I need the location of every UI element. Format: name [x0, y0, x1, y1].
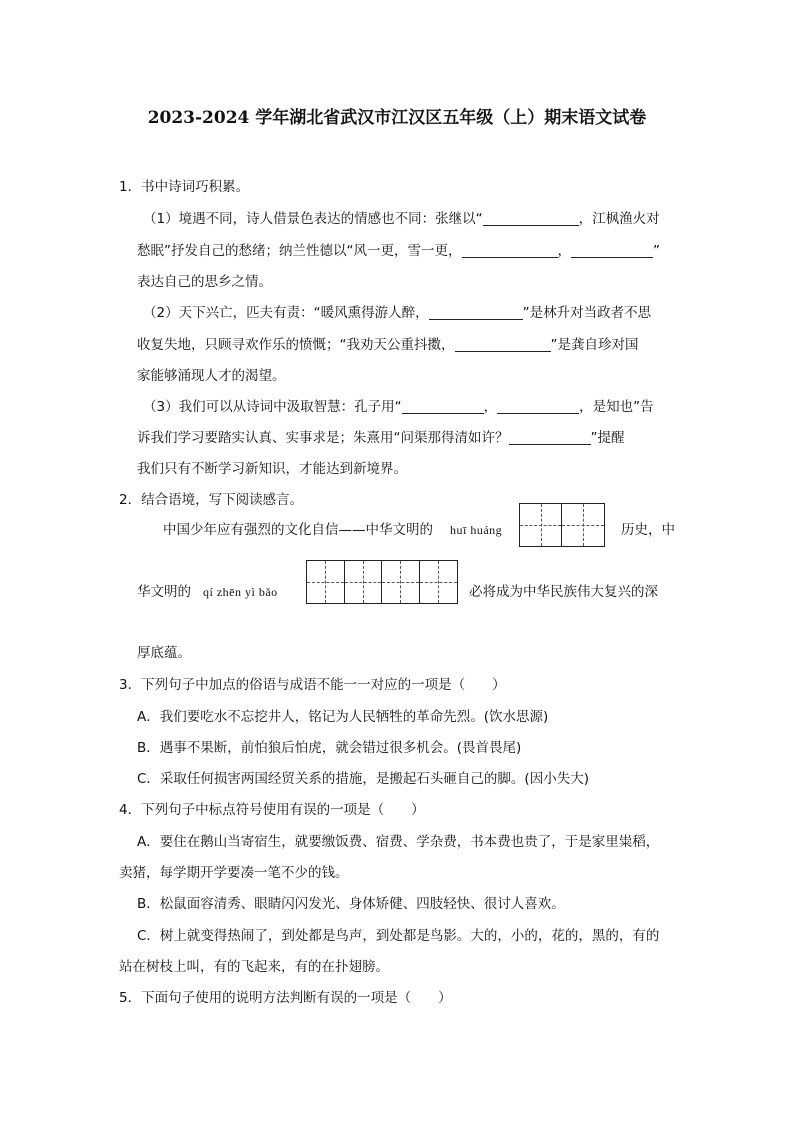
q4-option-b[interactable]: B．松鼠面容清秀、眼睛闪闪发光、身体矫健、四肢轻快、很讨人喜欢。 [137, 896, 565, 912]
q1-p1-text-a: （1）境遇不同，诗人借景色表达的情感也不同：张继以“ [143, 211, 483, 227]
q2-line3: 厚底蕴。 [137, 645, 191, 661]
grid-cell[interactable] [382, 561, 420, 603]
q1-p2-text-c: 收复失地，只顾寻欢作乐的愤慨；“我劝天公重抖擞， [137, 337, 455, 353]
q2-pinyin-qizhenyibao: qí zhēn yì bǎo [203, 585, 278, 599]
q2-line1-text-b: 历史，中 [621, 522, 675, 538]
q1-part1-line1 [143, 209, 660, 229]
answer-blank[interactable] [429, 304, 523, 320]
pinyin-writing-grid-2[interactable] [519, 503, 605, 547]
q1-p3-text-d: 诉我们学习要踏实认真、实事求是；朱熹用“问渠那得清如许？ [137, 430, 509, 446]
q4-option-c[interactable]: C．树上就变得热闹了，到处都是鸟声，到处都是鸟影。大的，小的，花的，黑的，有的 [137, 928, 660, 944]
q4-stem: 4．下列句子中标点符号使用有误的一项是（ ） [119, 802, 425, 818]
q1-part3-line3: 我们只有不断学习新知识，才能达到新境界。 [137, 461, 407, 477]
q5-stem: 5．下面句子使用的说明方法判断有误的一项是（ ） [119, 990, 452, 1006]
q2-line2-text-b: 必将成为中华民族伟大复兴的深 [469, 584, 658, 600]
q1-part2-line1 [143, 303, 651, 323]
q1-part1-line2 [137, 241, 660, 261]
grid-cell[interactable] [420, 561, 457, 603]
q1-p2-text-a: （2）天下兴亡，匹夫有责：“暖风熏得游人醉， [143, 305, 429, 321]
q1-p3-text-b: ， [483, 399, 498, 415]
q1-part2-line2 [137, 335, 639, 355]
q2-stem: 2．结合语境，写下阅读感言。 [119, 492, 304, 508]
q1-p2-text-d: ”是龚自珍对国 [550, 337, 639, 353]
answer-blank[interactable] [455, 336, 551, 352]
q4-option-a[interactable]: A．要住在鹅山当寄宿生，就要缴饭费、宿费、学杂费，书本费也贵了，于是家里粜稻， [137, 834, 660, 850]
q1-part3-line1 [143, 397, 654, 417]
q3-option-a[interactable]: A．我们要吃水不忘挖井人，铭记为人民牺牲的革命先烈。(饮水思源) [137, 709, 549, 725]
answer-blank[interactable] [509, 429, 591, 445]
q3-option-b[interactable]: B．遇事不果断，前怕狼后怕虎，就会错过很多机会。(畏首畏尾) [137, 740, 522, 756]
q1-stem: 1．书中诗词巧积累。 [119, 179, 250, 195]
q4-option-c-cont: 站在树枝上叫，有的飞起来，有的在扑翅膀。 [119, 959, 389, 975]
q1-p1-text-d: ， [557, 243, 571, 259]
q1-p1-text-c: 愁眠”抒发自己的愁绪；纳兰性德以“风一更，雪一更， [137, 243, 462, 259]
grid-cell[interactable] [345, 561, 383, 603]
grid-cell[interactable] [307, 561, 345, 603]
grid-cell[interactable] [562, 504, 604, 546]
q1-part2-line3: 家能够涌现人才的渴望。 [137, 368, 286, 384]
answer-blank[interactable] [462, 242, 558, 258]
q2-line2-text-a: 华文明的 [137, 584, 191, 600]
q1-p3-text-c: ，是知也”告 [579, 399, 654, 415]
q2-line1-text-a: 中国少年应有强烈的文化自信——中华文明的 [163, 522, 433, 538]
answer-blank[interactable] [497, 398, 579, 414]
q4-option-a-cont: 卖猪，每学期开学要凑一笔不少的钱。 [119, 865, 349, 881]
answer-blank[interactable] [571, 242, 653, 258]
q1-p2-text-b: ”是林升对当政者不思 [522, 305, 652, 321]
q1-p1-text-b: ，江枫渔火对 [578, 211, 660, 227]
q1-part1-line3: 表达自己的思乡之情。 [137, 274, 272, 290]
q3-stem: 3．下列句子中加点的俗语与成语不能一一对应的一项是（ ） [119, 677, 506, 693]
q1-p1-text-e: ” [653, 243, 660, 259]
q1-p3-text-e: ”提醒 [590, 430, 625, 446]
q1-p3-text-a: （3）我们可以从诗词中汲取智慧：孔子用“ [143, 399, 402, 415]
grid-cell[interactable] [520, 504, 562, 546]
q1-part3-line2 [137, 428, 625, 448]
answer-blank[interactable] [483, 210, 579, 226]
q3-option-c[interactable]: C．采取任何损害两国经贸关系的措施，是搬起石头砸自己的脚。(因小失大) [137, 771, 589, 787]
q2-pinyin-huihuang: huī huáng [450, 523, 503, 537]
page-title: 2023-2024 学年湖北省武汉市江汉区五年级（上）期末语文试卷 [147, 108, 647, 128]
pinyin-writing-grid-4[interactable] [306, 560, 458, 604]
answer-blank[interactable] [402, 398, 484, 414]
